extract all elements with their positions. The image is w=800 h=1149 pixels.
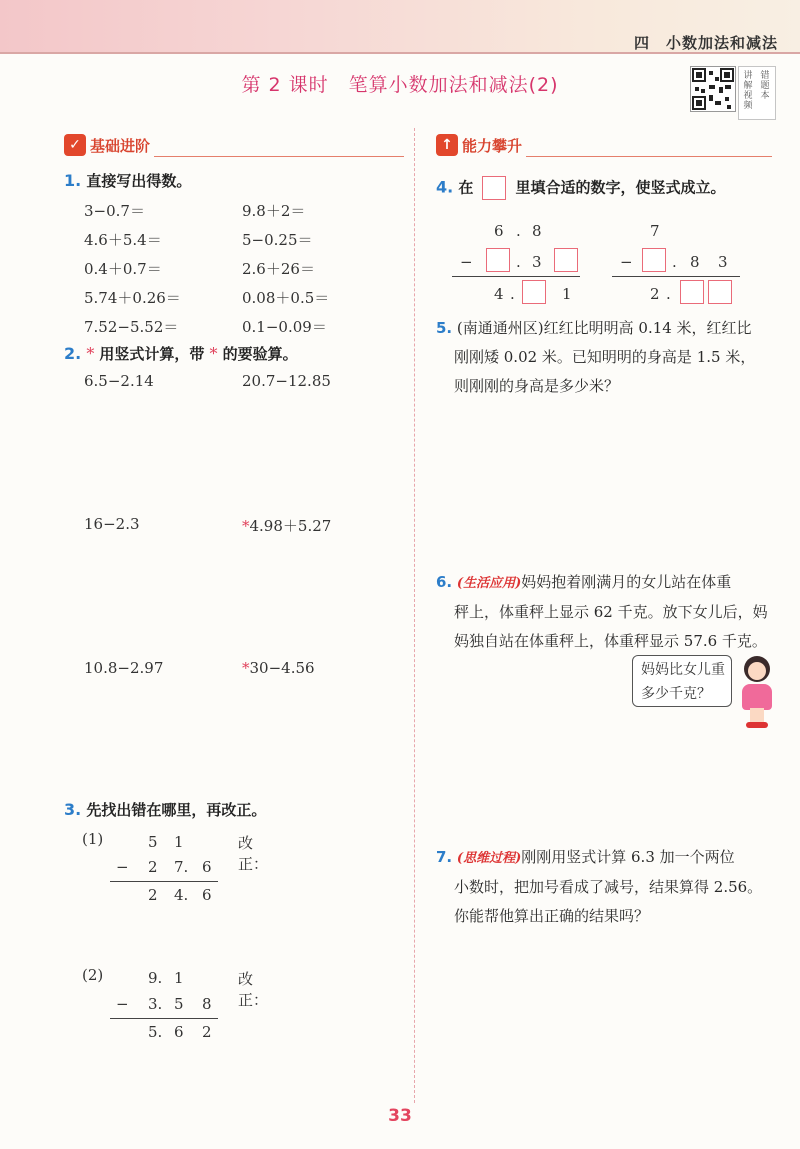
question-text: 刚刚矮 0.02 米。已知明明的身高是 1.5 米， <box>454 348 756 366</box>
question-tag: (思维过程) <box>456 851 522 866</box>
expression: 2.6＋26＝ <box>242 260 315 278</box>
calc-expression: 30−4.56 <box>249 659 315 677</box>
question-3-header <box>64 799 266 820</box>
qr-char: 频 <box>743 101 753 111</box>
digit: 2 <box>148 858 158 876</box>
question-number: 2. <box>64 344 82 363</box>
answer-box[interactable] <box>554 248 578 272</box>
question-text: (南通通州区)红红比明明高 0.14 米，红红比 <box>456 319 752 337</box>
calc-expression: 20.7−12.85 <box>242 372 331 390</box>
problem-label: (1) <box>82 830 104 848</box>
question-7 <box>436 843 786 931</box>
qr-char: 本 <box>760 91 770 101</box>
calc-expression: 16−2.3 <box>84 515 140 533</box>
digit: 4. <box>174 886 189 904</box>
digit: 6 <box>202 858 212 876</box>
digit: 1 <box>174 833 184 851</box>
question-title: 用竖式计算，带 <box>99 345 205 363</box>
question-text: 妈独自站在体重秤上，体重秤显示 57.6 千克。 <box>454 632 767 650</box>
digit: 6 <box>202 886 212 904</box>
digit: . <box>510 285 515 303</box>
girl-face <box>748 662 766 680</box>
question-2-header <box>64 343 298 364</box>
digit: 7 <box>650 222 660 240</box>
answer-box[interactable] <box>680 280 704 304</box>
column-divider <box>414 128 415 1103</box>
answer-box[interactable] <box>708 280 732 304</box>
calc-expression: 10.8−2.97 <box>84 659 164 677</box>
section-basic <box>64 132 404 162</box>
star-icon: * <box>242 517 250 535</box>
question-title: 先找出错在哪里，再改正。 <box>86 801 267 819</box>
expression: 7.52−5.52＝ <box>84 318 179 336</box>
question-5 <box>436 314 786 401</box>
qr-caption <box>738 66 776 120</box>
digit: 3. <box>148 995 163 1013</box>
climb-icon: ↑ <box>436 134 458 156</box>
expression: 4.6＋5.4＝ <box>84 231 162 249</box>
expression: 3−0.7＝ <box>84 202 145 220</box>
digit: 7. <box>174 858 189 876</box>
qr-caption-col2 <box>759 71 771 101</box>
digit: 5 <box>174 995 184 1013</box>
page-number: 33 <box>388 1106 412 1126</box>
calc-expression: 6.5−2.14 <box>84 372 154 390</box>
question-number: 7. <box>436 848 453 866</box>
digit: 6 <box>174 1023 184 1041</box>
section-rule <box>526 156 772 157</box>
calc-item <box>242 515 331 536</box>
expression: 0.08＋0.5＝ <box>242 289 330 307</box>
calc-item <box>242 372 331 390</box>
calc-item <box>84 515 140 533</box>
digit: . <box>516 253 521 271</box>
girl-dress <box>742 684 772 710</box>
question-number: 3. <box>64 800 82 819</box>
digit: 4 <box>494 285 504 303</box>
question-tag: (生活应用) <box>456 576 522 591</box>
calc-expression: 4.98＋5.27 <box>249 517 332 535</box>
calc-line <box>612 276 740 277</box>
qr-char: 错 <box>760 71 770 81</box>
star-icon: * <box>86 344 95 363</box>
question-text: 秤上，体重秤上显示 62 千克。放下女儿后，妈 <box>454 603 768 621</box>
section-title: 能力攀升 <box>462 137 523 155</box>
calc-item <box>84 659 163 677</box>
section-rule <box>154 156 404 157</box>
section-advanced <box>436 132 772 162</box>
question-title: 里填合适的数字，使竖式成立。 <box>515 178 726 197</box>
question-text: 刚刚用竖式计算 6.3 加一个两位 <box>521 848 735 866</box>
speech-bubble <box>632 655 732 707</box>
problem-label: (2) <box>82 966 104 984</box>
digit: . <box>672 253 677 271</box>
question-number: 4. <box>436 177 454 197</box>
digit: 8 <box>690 253 700 271</box>
expression: 9.8＋2＝ <box>242 202 306 220</box>
question-number: 6. <box>436 573 453 591</box>
bubble-text: 妈妈比女儿重 <box>641 662 725 678</box>
question-line <box>436 568 786 598</box>
qr-char: 解 <box>743 81 753 91</box>
digit: 5. <box>148 1023 163 1041</box>
expression: 0.4＋0.7＝ <box>84 260 162 278</box>
minus-sign: − <box>620 253 633 271</box>
digit: . <box>666 285 671 303</box>
girl-shoes <box>746 722 768 728</box>
qr-char: 视 <box>743 91 753 101</box>
question-title: 直接写出得数。 <box>86 172 192 190</box>
expression: 5.74＋0.26＝ <box>84 289 181 307</box>
question-text: 则刚刚的身高是多少米？ <box>454 377 620 395</box>
minus-sign: − <box>116 995 129 1013</box>
question-line <box>436 314 786 343</box>
fix-label: 改正： <box>238 970 269 1009</box>
qr-caption-col1 <box>742 71 754 111</box>
calc-item <box>84 372 154 390</box>
qr-code-icon[interactable] <box>690 66 736 112</box>
expression: 5−0.25＝ <box>242 231 313 249</box>
minus-sign: − <box>460 253 473 271</box>
question-1-header <box>64 170 191 191</box>
question-text: 你能帮他算出正确的结果吗？ <box>454 907 650 925</box>
question-line <box>436 843 786 873</box>
calc-line <box>110 1018 218 1019</box>
digit: 9. <box>148 969 163 987</box>
digit: 6 <box>494 222 504 240</box>
digit: 8 <box>202 995 212 1013</box>
calc-item <box>242 659 315 677</box>
digit: 1 <box>562 285 572 303</box>
answer-box[interactable] <box>522 280 546 304</box>
fix-label: 改正： <box>238 834 269 873</box>
question-number: 1. <box>64 171 82 190</box>
expression: 0.1−0.09＝ <box>242 318 327 336</box>
question-text: 妈妈抱着刚满月的女儿站在体重 <box>521 573 732 591</box>
question-title: 在 <box>458 178 474 197</box>
answer-box-sample <box>482 176 506 200</box>
qr-char: 讲 <box>743 71 753 81</box>
digit: 1 <box>174 969 184 987</box>
qr-char: 题 <box>760 81 770 91</box>
question-number: 5. <box>436 319 453 337</box>
question-text: 小数时，把加号看成了减号，结果算得 2.56。 <box>454 878 763 896</box>
question-title: 的要验算。 <box>222 345 298 363</box>
question-6 <box>436 568 786 656</box>
lesson-title: 第 2 课时 笔算小数加法和减法(2) <box>241 74 559 96</box>
star-icon: * <box>242 659 250 677</box>
digit: 2 <box>650 285 660 303</box>
pencil-icon: ✓ <box>64 134 86 156</box>
minus-sign: − <box>116 858 129 876</box>
calc-line <box>110 881 218 882</box>
digit: 3 <box>532 253 542 271</box>
calc-line <box>452 276 580 277</box>
digit: 2 <box>148 886 158 904</box>
digit: 8 <box>532 222 542 240</box>
digit: 3 <box>718 253 728 271</box>
answer-box[interactable] <box>486 248 510 272</box>
section-title: 基础进阶 <box>90 137 151 155</box>
question-4-header <box>436 176 726 200</box>
digit: 2 <box>202 1023 212 1041</box>
bubble-text: 多少千克？ <box>641 686 711 702</box>
digit: 5 <box>148 833 158 851</box>
answer-box[interactable] <box>642 248 666 272</box>
digit: . <box>516 222 521 240</box>
chapter-title: 四 小数加法和减法 <box>633 34 778 52</box>
star-icon: * <box>209 344 218 363</box>
